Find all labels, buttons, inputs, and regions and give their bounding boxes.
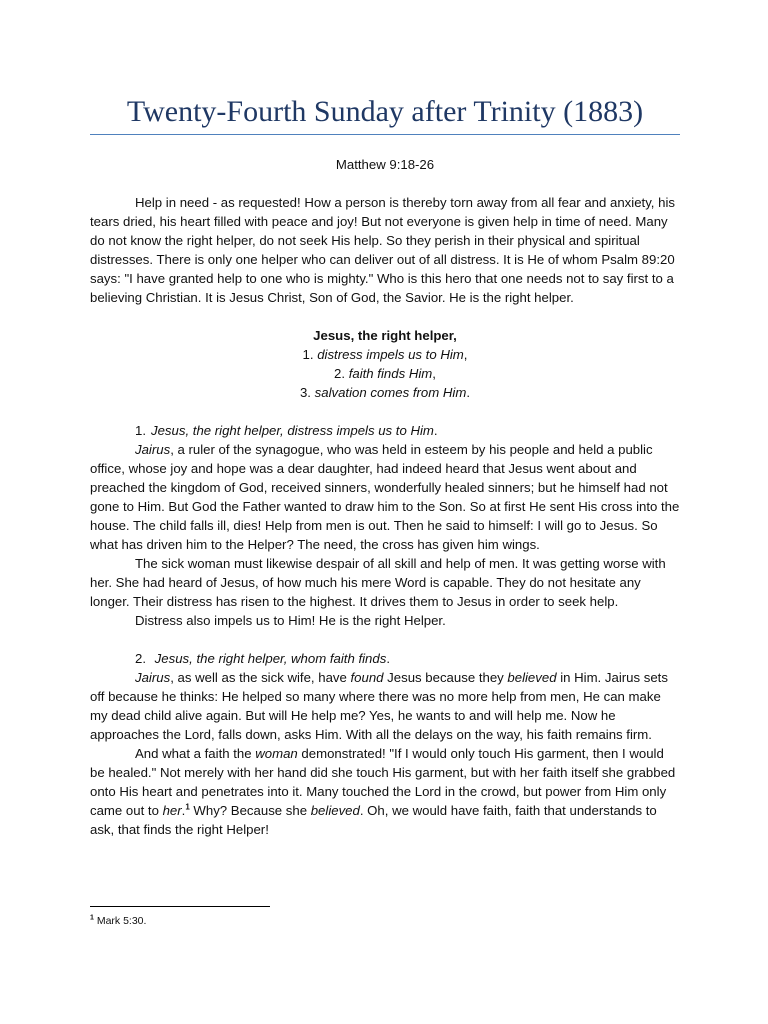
section-1-paragraph-3: Distress also impels us to Him! He is the right Helper. bbox=[135, 613, 446, 628]
footnote-separator bbox=[90, 906, 270, 907]
title-underline bbox=[90, 134, 680, 135]
scripture-reference: Matthew 9:18-26 bbox=[335, 157, 435, 172]
outline-theme: Jesus, the right helper, bbox=[313, 328, 457, 343]
paragraph-text: Why? Because she bbox=[189, 803, 311, 818]
emphasis-word: found bbox=[350, 670, 384, 685]
outline-point-number: 1. bbox=[302, 347, 314, 362]
page-title: Twenty-Fourth Sunday after Trinity (1883) bbox=[126, 95, 644, 128]
outline-point-text: salvation comes from Him bbox=[314, 385, 467, 400]
outline-point-number: 3. bbox=[299, 385, 311, 400]
emphasis-word: woman bbox=[255, 746, 298, 761]
emphasis-word: believed bbox=[310, 803, 360, 818]
footnote-marker[interactable]: 1 bbox=[185, 802, 190, 812]
sermon-body bbox=[90, 155, 680, 839]
footnote-number: 1 bbox=[90, 914, 94, 922]
paragraph-text: And what a faith the bbox=[135, 746, 256, 761]
outline-point-text: distress impels us to Him bbox=[317, 347, 464, 362]
section-2-paragraph-1 bbox=[90, 668, 680, 744]
emphasis-word: her bbox=[162, 803, 182, 818]
section-1-paragraph-1 bbox=[90, 440, 680, 554]
section-number: 1. bbox=[135, 423, 146, 438]
outline-point-3 bbox=[90, 383, 680, 402]
outline-point-punct: , bbox=[463, 347, 468, 362]
paragraph-text: in Him. Jairus sets off because he thinks: He helped so many where there was no more help from men, He can make my dead child alive again. But will He help me? Yes, he wants to and will help me. Now he approaches the Lord, falls down, asks Him. With all the delays on the way, his faith remains firm. bbox=[90, 670, 668, 742]
paragraph-text: demonstrated! "If I would only touch His garment, then I would be healed." Not merely with her hand did she touch His garment, but with her faith itself she grabbed onto His heart and penetrates into it. Many touched the Lord in the crowd, but power from Him only came out to bbox=[90, 746, 676, 818]
section-1-paragraph-2: The sick woman must likewise despair of all skill and help of men. It was getting worse with her. She had heard of Jesus, of how much his mere Word is capable. They do not hesitate any longer. Their distress has risen to the highest. It drives them to Jesus in order to seek help. bbox=[90, 556, 666, 609]
section-heading-text: Jesus, the right helper, distress impels us to Him bbox=[151, 423, 434, 438]
paragraph-text: . bbox=[181, 803, 186, 818]
paragraph-text: . Oh, we would have faith, faith that understands to ask, that finds the right Helper! bbox=[90, 803, 657, 837]
sermon-outline bbox=[90, 326, 680, 402]
paragraph-text: Jesus because they bbox=[383, 670, 508, 685]
outline-point-punct: , bbox=[432, 366, 436, 381]
section-1-heading bbox=[90, 421, 680, 440]
footnote-text: Mark 5:30. bbox=[93, 915, 147, 927]
emphasis-word: believed bbox=[507, 670, 557, 685]
section-heading-text: Jesus, the right helper, whom faith finds bbox=[154, 651, 387, 666]
outline-point-text: faith finds Him bbox=[348, 366, 433, 381]
outline-point-1 bbox=[90, 345, 680, 364]
section-2-paragraph-2 bbox=[90, 744, 680, 839]
paragraph-text: , a ruler of the synagogue, who was held in esteem by his people and held a public office, whose joy and hope was a dear daughter, had indeed heard that Jesus went about and preached the kingdom of God, received sinners, wonderfully healed sinners; but he himself had not gone to Him. But God the Father wanted to draw him to the Son. So at first He sent His cross into the house. The child falls ill, dies! Help from men is out. Then he said to himself: I will go to Jesus. So what has driven him to the Helper? The need, the cross has given him wings. bbox=[90, 442, 680, 552]
section-2-heading bbox=[90, 649, 680, 668]
emphasis-name: Jairus bbox=[135, 670, 171, 685]
emphasis-name: Jairus bbox=[135, 442, 171, 457]
footnote bbox=[90, 914, 680, 928]
section-heading-punct: . bbox=[433, 423, 438, 438]
outline-point-number: 2. bbox=[334, 366, 346, 381]
paragraph-text: , as well as the sick wife, have bbox=[170, 670, 351, 685]
section-heading-punct: . bbox=[386, 651, 390, 666]
outline-point-2 bbox=[90, 364, 680, 383]
intro-paragraph: Help in need - as requested! How a person is thereby torn away from all fear and anxiety, his tears dried, his heart filled with peace and joy! But not everyone is given help in time of need. Many do not know the right helper, do not seek His help. So they perish in their physical and spiritual distresses. There is only one helper who can deliver out of all distress. It is He of whom Psalm 89:20 says: "I have granted help to one who is mighty." Who is this hero that one needs not to say first to a believing Christian. It is Jesus Christ, Son of God, the Savior. He is the right helper. bbox=[90, 195, 675, 305]
section-number: 2. bbox=[135, 651, 146, 666]
outline-point-punct: . bbox=[466, 385, 471, 400]
